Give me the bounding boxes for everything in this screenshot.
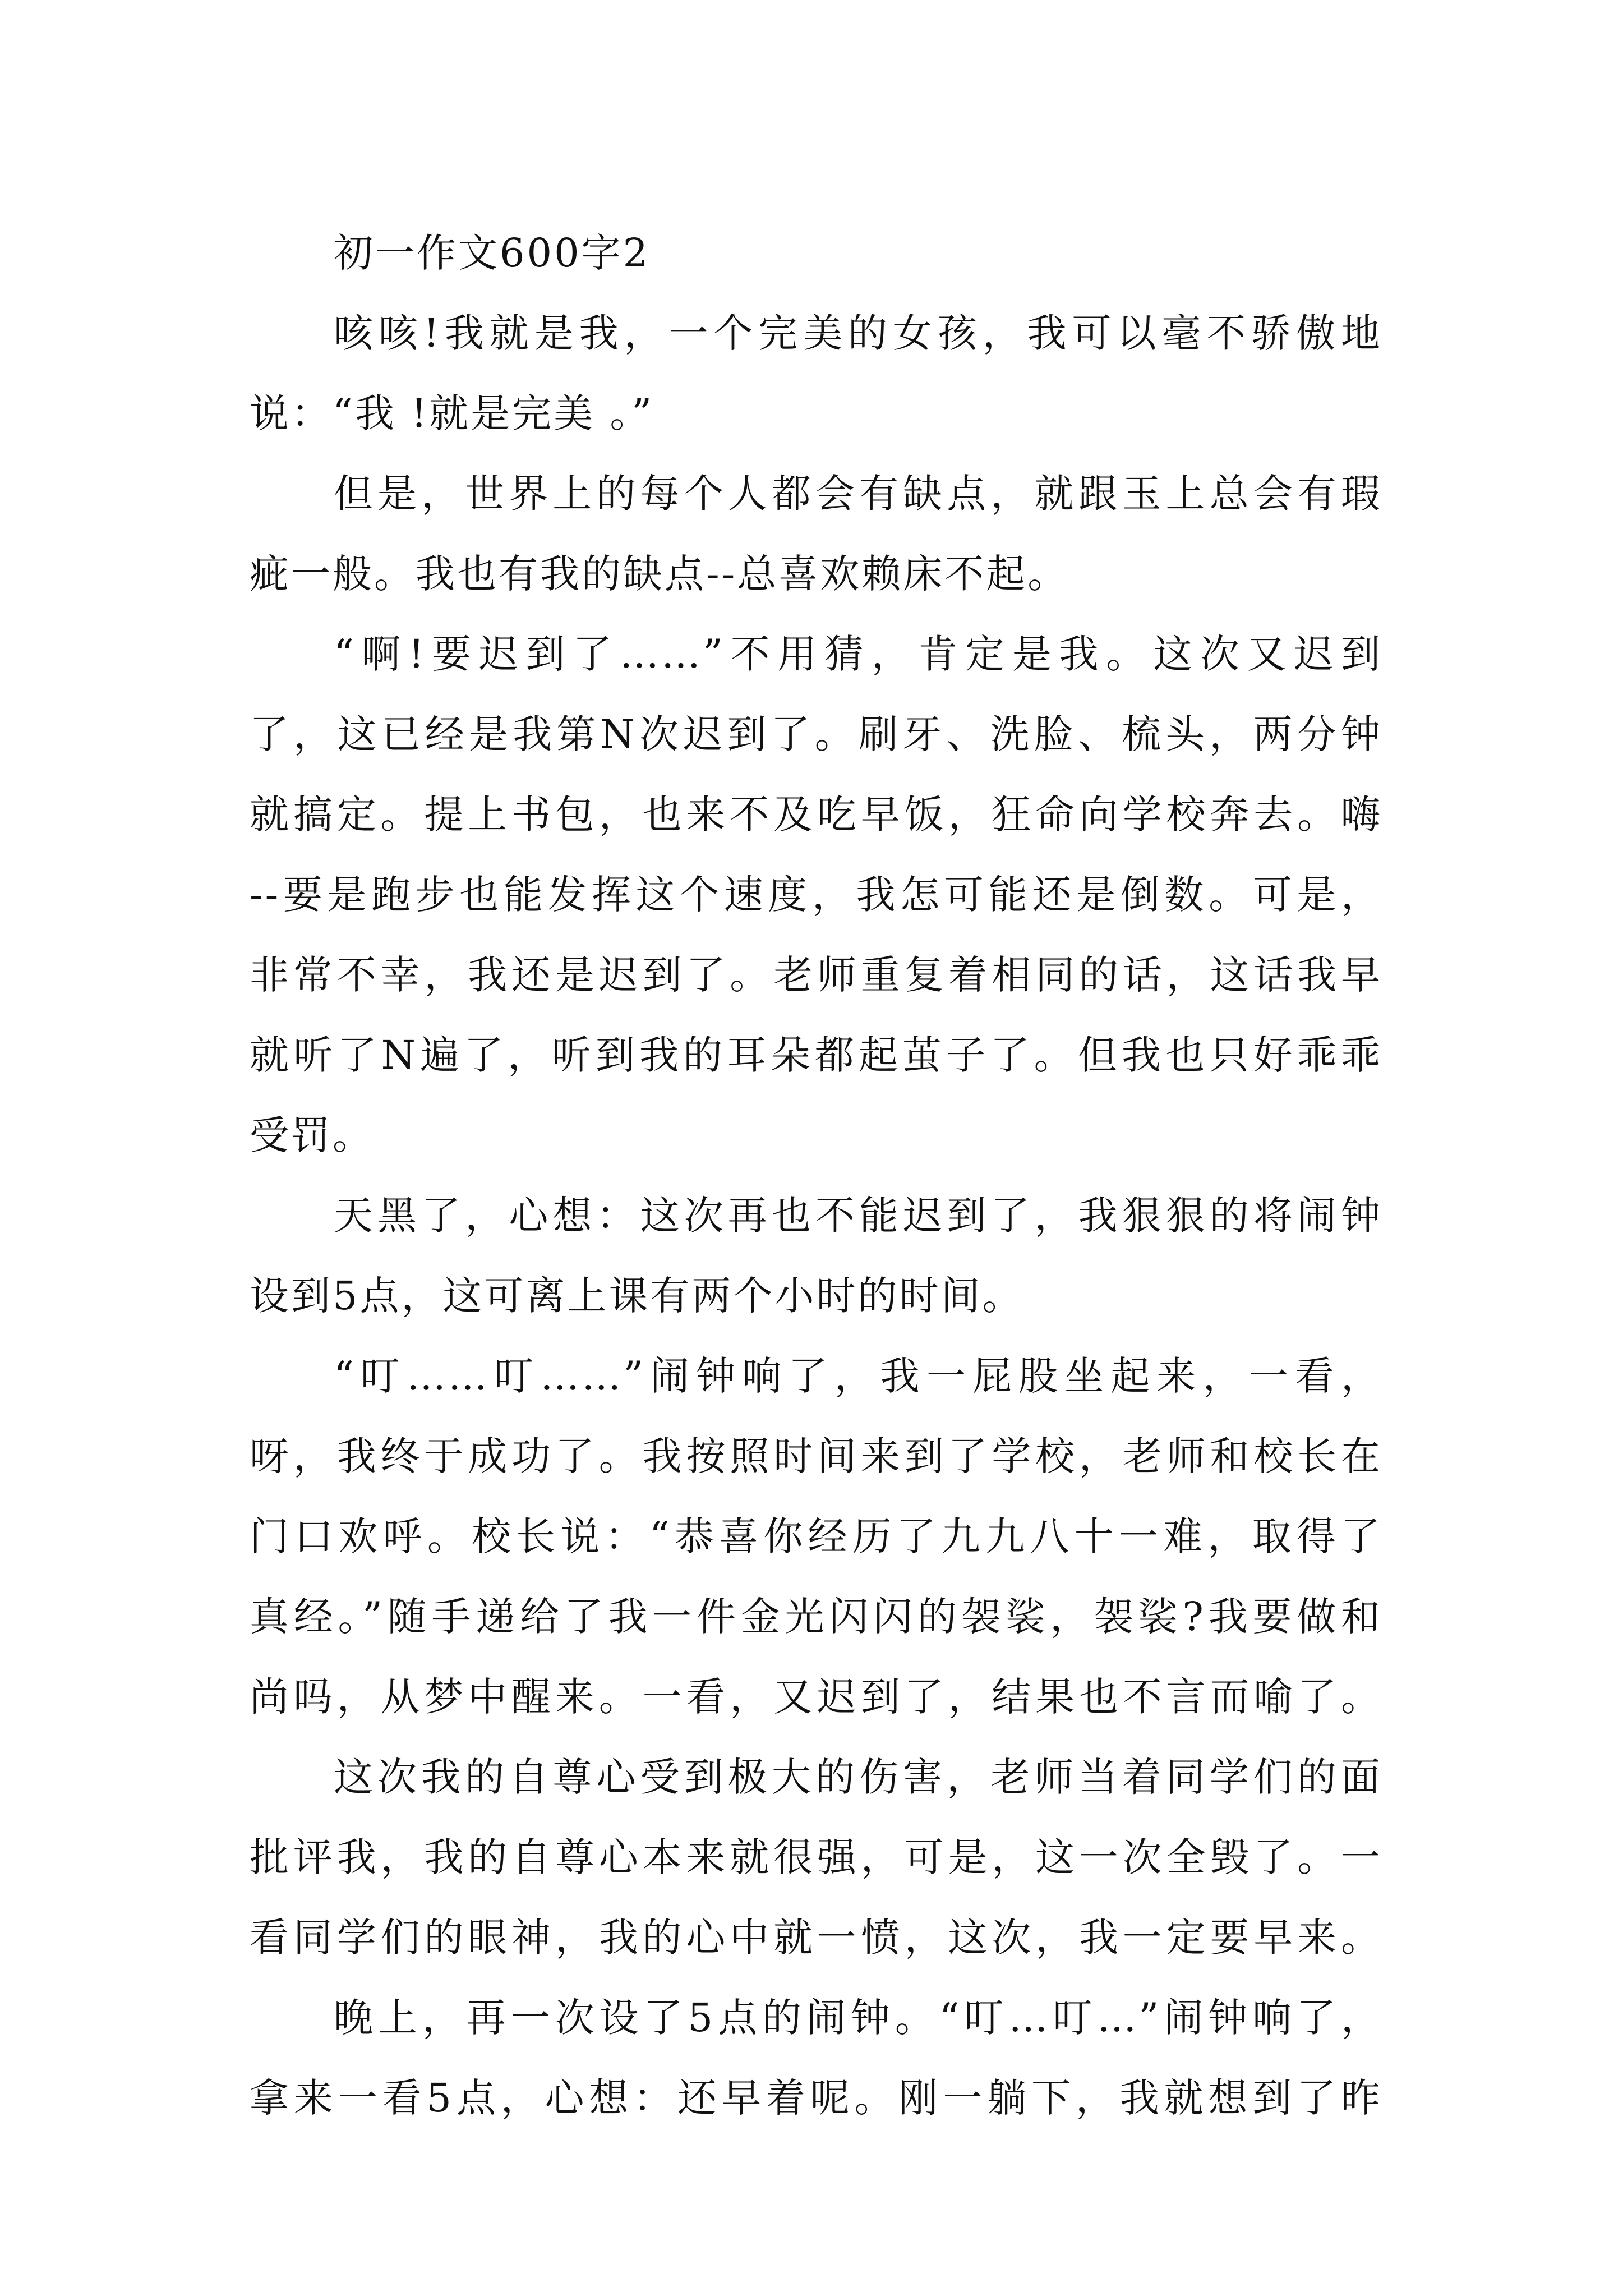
paragraph-line: “啊!要迟到了……”不用猜，肯定是我。这次又迟到 <box>334 631 1382 677</box>
paragraph-line: 批评我，我的自尊心本来就很强，可是，这一次全毁了。一 <box>250 1834 1382 1880</box>
paragraph-line: 但是，世界上的每个人都会有缺点，就跟玉上总会有瑕 <box>334 471 1382 517</box>
paragraph-line: 就搞定。提上书包，也来不及吃早饭，狂命向学校奔去。嗨 <box>250 792 1382 838</box>
paragraph-line: 疵一般。我也有我的缺点--总喜欢赖床不起。 <box>250 551 1069 597</box>
document-body <box>250 213 1382 2138</box>
paragraph-2 <box>250 454 1382 614</box>
paragraph-line: 设到5点，这可离上课有两个小时的时间。 <box>250 1273 1024 1319</box>
paragraph-line: 咳咳!我就是我，一个完美的女孩，我可以毫不骄傲地 <box>334 310 1382 356</box>
paragraph-line: 晚上，再一次设了5点的闹钟。“叮…叮…”闹钟响了， <box>334 1995 1382 2041</box>
paragraph-line: 说：“我 !就是完美 。” <box>250 390 654 436</box>
paragraph-line: 尚吗，从梦中醒来。一看，又迟到了，结果也不言而喻了。 <box>250 1674 1382 1720</box>
paragraph-line: 真经。”随手递给了我一件金光闪闪的袈裟，袈裟?我要做和 <box>250 1594 1382 1640</box>
paragraph-5 <box>250 1336 1382 1737</box>
paragraph-line: 受罚。 <box>250 1112 374 1158</box>
paragraph-line: 就听了N遍了，听到我的耳朵都起茧子了。但我也只好乖乖 <box>250 1032 1382 1078</box>
paragraph-line: 看同学们的眼神，我的心中就一愤，这次，我一定要早来。 <box>250 1915 1382 1961</box>
document-title: 初一作文600字2 <box>334 230 651 276</box>
paragraph-line: 呀，我终于成功了。我按照时间来到了学校，老师和校长在 <box>250 1433 1382 1479</box>
paragraph-line: 了，这已经是我第N次迟到了。刷牙、洗脸、梳头，两分钟 <box>250 711 1382 757</box>
paragraph-7 <box>250 1978 1382 2138</box>
paragraph-line: 天黑了，心想：这次再也不能迟到了，我狠狠的将闹钟 <box>334 1193 1382 1239</box>
paragraph-1 <box>250 293 1382 454</box>
paragraph-line: 这次我的自尊心受到极大的伤害，老师当着同学们的面 <box>334 1754 1382 1800</box>
paragraph-4 <box>250 1176 1382 1336</box>
paragraph-line: 拿来一看5点，心想：还早着呢。刚一躺下，我就想到了昨 <box>250 2075 1382 2121</box>
paragraph-line: “叮……叮……”闹钟响了，我一屁股坐起来，一看， <box>334 1353 1382 1399</box>
paragraph-6 <box>250 1737 1382 1978</box>
paragraph-3 <box>250 614 1382 1176</box>
paragraph-line: --要是跑步也能发挥这个速度，我怎可能还是倒数。可是， <box>250 872 1382 918</box>
paragraph-line: 非常不幸，我还是迟到了。老师重复着相同的话，这话我早 <box>250 952 1382 998</box>
paragraph-line: 门口欢呼。校长说：“恭喜你经历了九九八十一难，取得了 <box>250 1513 1382 1559</box>
